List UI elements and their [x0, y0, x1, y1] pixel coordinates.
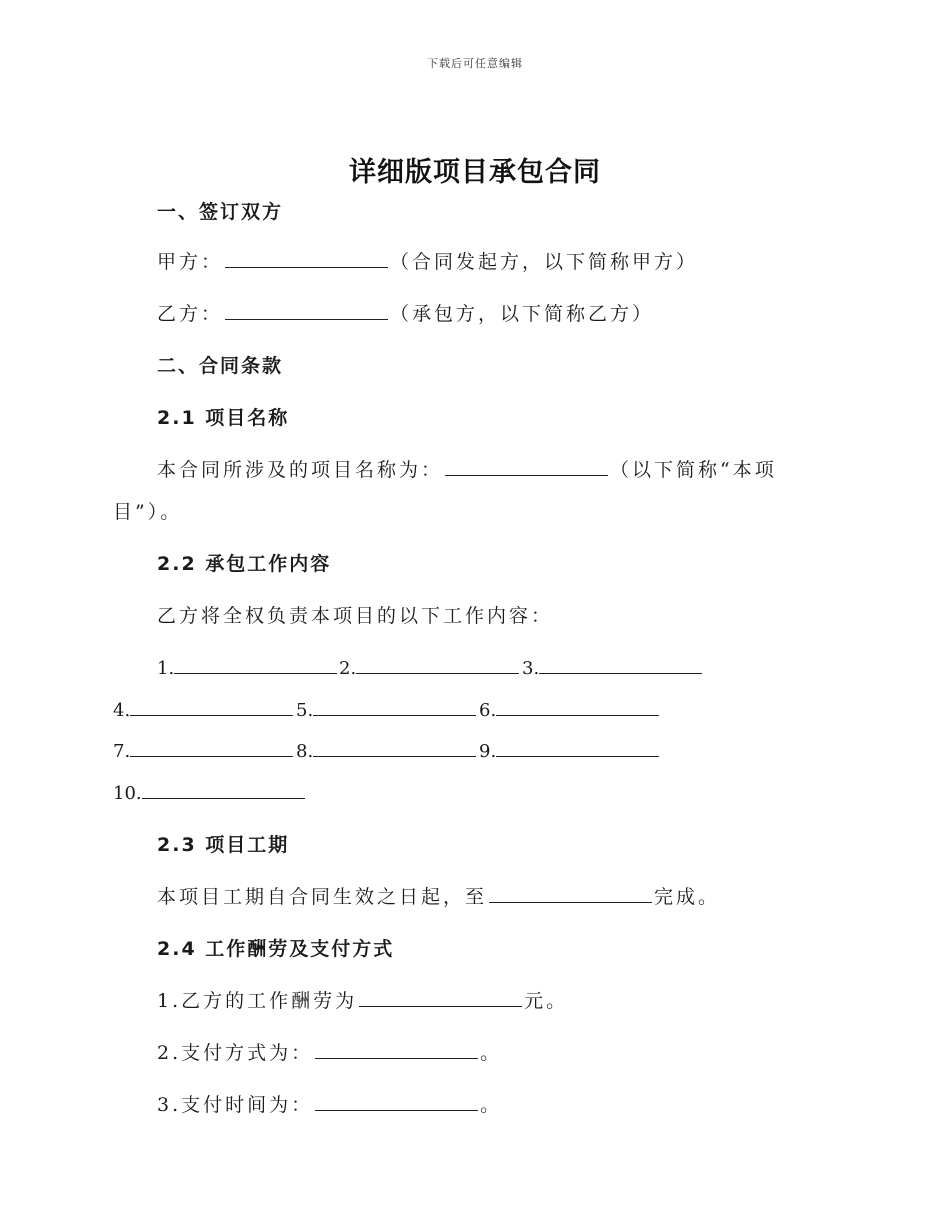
- work-item: 3.: [522, 655, 702, 682]
- payment-time-text: 3.支付时间为：: [157, 1094, 314, 1116]
- project-name-blank[interactable]: [445, 457, 608, 476]
- payment-method-text: 2.支付方式为：: [157, 1042, 314, 1064]
- heading-payment: 2.4 工作酬劳及支付方式: [157, 938, 395, 960]
- party-a-line: [157, 249, 698, 275]
- party-b-line: [157, 301, 654, 327]
- party-a-blank[interactable]: [225, 249, 388, 268]
- work-item-blank[interactable]: [313, 738, 476, 757]
- payment-method-line: [157, 1040, 502, 1066]
- payment-time-line: [157, 1092, 502, 1118]
- project-name-note: （以下简称“本项: [610, 459, 777, 481]
- work-item: 5.: [296, 697, 476, 724]
- work-item: 9.: [479, 738, 659, 765]
- work-item: 10.: [113, 780, 305, 807]
- payment-method-blank[interactable]: [315, 1040, 478, 1059]
- project-period-end: 完成。: [654, 886, 721, 908]
- payment-amount-blank[interactable]: [359, 988, 522, 1007]
- work-item-blank[interactable]: [174, 655, 337, 674]
- project-period-line: [157, 884, 720, 910]
- work-item: 2.: [339, 655, 519, 682]
- project-name-line: [157, 457, 777, 483]
- payment-method-end: 。: [480, 1042, 503, 1064]
- payment-amount-unit: 元。: [524, 990, 569, 1012]
- party-b-note: （承包方，以下简称乙方）: [390, 303, 655, 325]
- work-item-blank[interactable]: [142, 780, 305, 799]
- section-heading-parties: 一、签订双方: [157, 201, 284, 223]
- project-name-wrap: 目”）。: [113, 501, 183, 523]
- project-period-text: 本项目工期自合同生效之日起，至: [157, 886, 488, 908]
- work-item-blank[interactable]: [130, 697, 293, 716]
- work-item-blank[interactable]: [130, 738, 293, 757]
- heading-work-content: 2.2 承包工作内容: [157, 553, 332, 575]
- page-header: 下载后可任意编辑: [427, 57, 523, 70]
- heading-project-period: 2.3 项目工期: [157, 834, 290, 856]
- party-b-label: 乙方：: [157, 303, 224, 325]
- payment-amount-line: [157, 988, 568, 1014]
- document-title: 详细版项目承包合同: [349, 157, 601, 188]
- section-heading-terms: 二、合同条款: [157, 355, 284, 377]
- project-period-blank[interactable]: [489, 884, 652, 903]
- party-b-blank[interactable]: [225, 301, 388, 320]
- work-item-blank[interactable]: [496, 697, 659, 716]
- work-item: 7.: [113, 738, 293, 765]
- work-item-blank[interactable]: [496, 738, 659, 757]
- work-item: 1.: [157, 655, 337, 682]
- payment-time-end: 。: [480, 1094, 503, 1116]
- heading-project-name: 2.1 项目名称: [157, 407, 290, 429]
- payment-amount-text: 1.乙方的工作酬劳为: [157, 990, 358, 1012]
- work-item-blank[interactable]: [356, 655, 519, 674]
- party-a-label: 甲方：: [157, 251, 224, 273]
- work-item: 4.: [113, 697, 293, 724]
- payment-time-blank[interactable]: [315, 1092, 478, 1111]
- work-item: 8.: [296, 738, 476, 765]
- work-item-blank[interactable]: [313, 697, 476, 716]
- work-item-blank[interactable]: [539, 655, 702, 674]
- work-content-intro: 乙方将全权负责本项目的以下工作内容：: [157, 605, 554, 627]
- work-item: 6.: [479, 697, 659, 724]
- party-a-note: （合同发起方，以下简称甲方）: [390, 251, 699, 273]
- project-name-text: 本合同所涉及的项目名称为：: [157, 459, 444, 481]
